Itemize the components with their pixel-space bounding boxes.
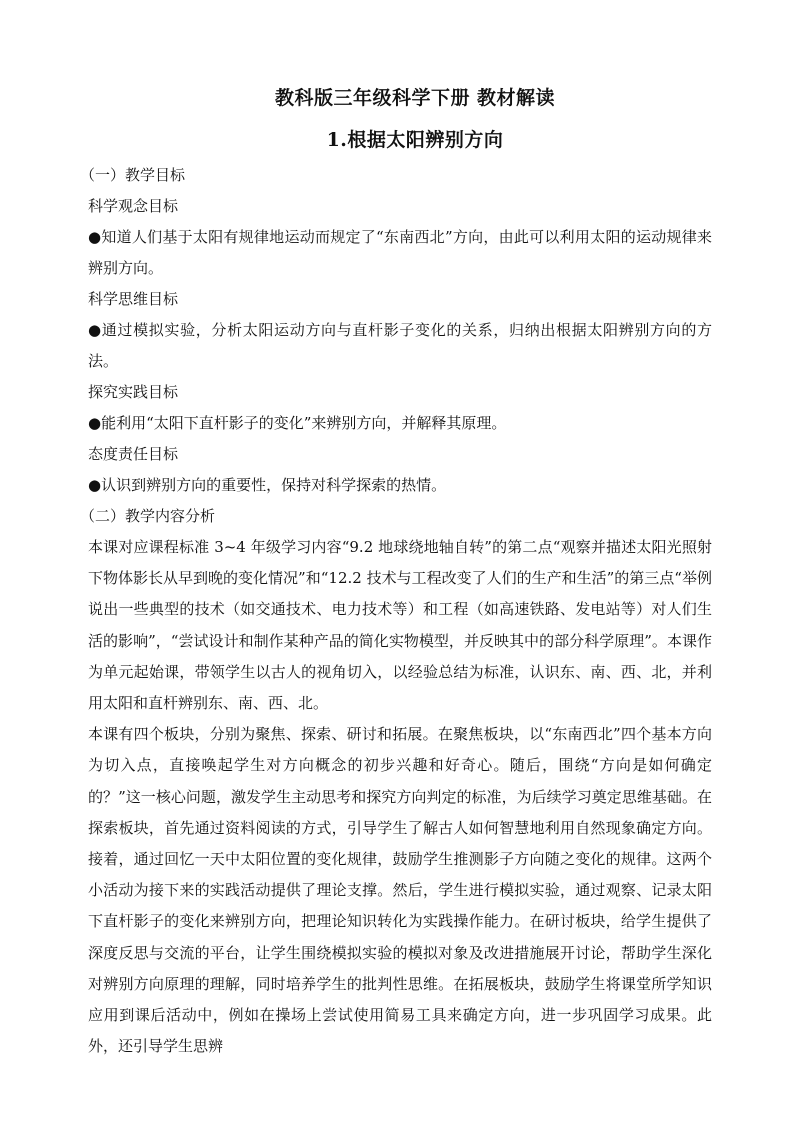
document-page	[80, 82, 712, 1062]
goal-label-practice: 探究实践目标	[88, 383, 179, 401]
goal-label-attitude: 态度责任目标	[88, 445, 179, 463]
goal-text-attitude: ●认识到辨别方向的重要性，保持对科学探索的热情。	[88, 476, 447, 494]
goal-text-thinking: ●通过模拟实验，分析太阳运动方向与直杆影子变化的关系，归纳出根据太阳辨别方向的方法。	[88, 321, 712, 370]
content-paragraph-structure: 本课有四个板块，分别为聚焦、探索、研讨和拓展。在聚焦板块，以“东南西北”四个基本方向为切入点，直接唤起学生对方向概念的初步兴趣和好奇心。随后，围绕“方向是如何确定的？”这一核心问题，激发学生主动思考和探究方向判定的标准，为后续学习奠定思维基础。在探索板块，首先通过资料阅读的方式，引导学生了解古人如何智慧地利用自然现象确定方向。接着，通过回忆一天中太阳位置的变化规律，鼓励学生推测影子方向随之变化的规律。这两个小活动为接下来的实践活动提供了理论支撑。然后，学生进行模拟实验，通过观察、记录太阳下直杆影子的变化来辨别方向，把理论知识转化为实践操作能力。在研讨板块，给学生提供了深度反思与交流的平台，让学生围绕模拟实验的模拟对象及改进措施展开讨论，帮助学生深化对辨别方向原理的理解，同时培养学生的批判性思维。在拓展板块，鼓励学生将课堂所学知识应用到课后活动中，例如在操场上尝试使用简易工具来确定方向，进一步巩固学习成果。此外，还引导学生思辨	[88, 725, 712, 1056]
goal-label-thinking: 科学思维目标	[88, 290, 179, 308]
goal-label-concept: 科学观念目标	[88, 197, 179, 215]
section-heading-objectives: （一）教学目标	[80, 166, 186, 184]
goal-text-concept: ●知道人们基于太阳有规律地运动而规定了“东南西北”方向，由此可以利用太阳的运动规律来辨别方向。	[88, 228, 712, 277]
document-title: 教科版三年级科学下册 教材解读	[274, 87, 556, 109]
goal-text-practice: ●能利用“太阳下直杆影子的变化”来辨别方向，并解释其原理。	[88, 414, 507, 432]
section-heading-content-analysis: （二）教学内容分析	[80, 507, 216, 525]
content-paragraph-standards: 本课对应课程标准 3~4 年级学习内容“9.2 地球绕地轴自转”的第二点“观察并描述太阳光照射下物体影长从早到晚的变化情况”和“12.2 技术与工程改变了人们的生产和生活”的第三点“举例说出一些典型的技术（如交通技术、电力技术等）和工程（如高速铁路、发电站等）对人们生活的影响”，“尝试设计和制作某种产品的简化实物模型，并反映其中的部分科学原理”。本课作为单元起始课，带领学生以古人的视角切入，以经验总结为标准，认识东、南、西、北，并利用太阳和直杆辨别东、南、西、北。	[88, 538, 712, 713]
lesson-title: 1.根据太阳辨别方向	[326, 129, 504, 151]
